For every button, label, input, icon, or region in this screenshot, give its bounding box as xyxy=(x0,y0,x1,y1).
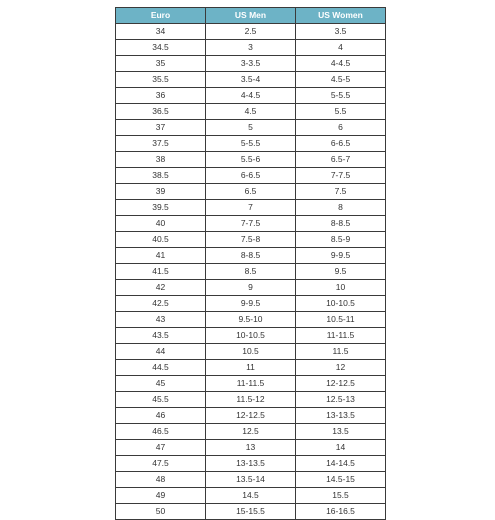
cell-us-men: 3-3.5 xyxy=(206,56,296,72)
table-row xyxy=(116,312,386,328)
cell-us-men: 13-13.5 xyxy=(206,456,296,472)
cell-euro: 40.5 xyxy=(116,232,206,248)
cell-us-women: 7-7.5 xyxy=(296,168,386,184)
cell-us-men: 13 xyxy=(206,440,296,456)
cell-us-women: 12 xyxy=(296,360,386,376)
cell-us-women: 12.5-13 xyxy=(296,392,386,408)
cell-euro: 49 xyxy=(116,488,206,504)
table-row xyxy=(116,280,386,296)
cell-us-men: 6-6.5 xyxy=(206,168,296,184)
cell-euro: 43 xyxy=(116,312,206,328)
table-row xyxy=(116,248,386,264)
cell-us-women: 7.5 xyxy=(296,184,386,200)
table-row xyxy=(116,200,386,216)
cell-us-men: 9.5-10 xyxy=(206,312,296,328)
table-row xyxy=(116,424,386,440)
cell-euro: 37.5 xyxy=(116,136,206,152)
table-row xyxy=(116,232,386,248)
cell-us-women: 9.5 xyxy=(296,264,386,280)
table-row xyxy=(116,344,386,360)
cell-us-men: 8.5 xyxy=(206,264,296,280)
cell-us-women: 14 xyxy=(296,440,386,456)
cell-euro: 50 xyxy=(116,504,206,520)
cell-us-women: 15.5 xyxy=(296,488,386,504)
cell-euro: 34.5 xyxy=(116,40,206,56)
cell-us-women: 13.5 xyxy=(296,424,386,440)
size-chart-body xyxy=(116,24,386,520)
cell-us-men: 2.5 xyxy=(206,24,296,40)
header-us-men: US Men xyxy=(206,8,296,24)
cell-us-men: 4.5 xyxy=(206,104,296,120)
cell-us-women: 5-5.5 xyxy=(296,88,386,104)
table-row xyxy=(116,184,386,200)
cell-us-women: 11-11.5 xyxy=(296,328,386,344)
cell-us-women: 13-13.5 xyxy=(296,408,386,424)
cell-us-men: 14.5 xyxy=(206,488,296,504)
table-row xyxy=(116,264,386,280)
cell-euro: 42.5 xyxy=(116,296,206,312)
table-row xyxy=(116,40,386,56)
cell-euro: 39.5 xyxy=(116,200,206,216)
table-row xyxy=(116,392,386,408)
cell-us-men: 10.5 xyxy=(206,344,296,360)
cell-us-men: 3.5-4 xyxy=(206,72,296,88)
cell-us-men: 7-7.5 xyxy=(206,216,296,232)
cell-euro: 39 xyxy=(116,184,206,200)
cell-us-men: 6.5 xyxy=(206,184,296,200)
table-row xyxy=(116,136,386,152)
cell-euro: 47 xyxy=(116,440,206,456)
cell-us-women: 14.5-15 xyxy=(296,472,386,488)
cell-us-women: 6-6.5 xyxy=(296,136,386,152)
table-row xyxy=(116,152,386,168)
table-row xyxy=(116,488,386,504)
cell-euro: 44 xyxy=(116,344,206,360)
cell-us-women: 6.5-7 xyxy=(296,152,386,168)
cell-us-men: 5 xyxy=(206,120,296,136)
cell-us-men: 4-4.5 xyxy=(206,88,296,104)
cell-us-women: 6 xyxy=(296,120,386,136)
table-row xyxy=(116,456,386,472)
size-chart-table xyxy=(115,7,386,520)
cell-us-men: 3 xyxy=(206,40,296,56)
cell-us-women: 10-10.5 xyxy=(296,296,386,312)
cell-euro: 41.5 xyxy=(116,264,206,280)
cell-us-women: 10.5-11 xyxy=(296,312,386,328)
cell-euro: 45.5 xyxy=(116,392,206,408)
cell-us-men: 15-15.5 xyxy=(206,504,296,520)
cell-euro: 45 xyxy=(116,376,206,392)
table-row xyxy=(116,328,386,344)
header-euro: Euro xyxy=(116,8,206,24)
cell-us-women: 8 xyxy=(296,200,386,216)
cell-euro: 38 xyxy=(116,152,206,168)
table-row xyxy=(116,104,386,120)
cell-us-women: 14-14.5 xyxy=(296,456,386,472)
cell-us-men: 9 xyxy=(206,280,296,296)
table-row xyxy=(116,88,386,104)
table-row xyxy=(116,472,386,488)
cell-us-women: 12-12.5 xyxy=(296,376,386,392)
size-chart-header xyxy=(116,8,386,24)
cell-us-men: 8-8.5 xyxy=(206,248,296,264)
cell-us-men: 5.5-6 xyxy=(206,152,296,168)
cell-us-women: 4.5-5 xyxy=(296,72,386,88)
table-row xyxy=(116,504,386,520)
cell-us-men: 7.5-8 xyxy=(206,232,296,248)
cell-us-women: 9-9.5 xyxy=(296,248,386,264)
cell-us-women: 3.5 xyxy=(296,24,386,40)
cell-us-men: 5-5.5 xyxy=(206,136,296,152)
cell-euro: 40 xyxy=(116,216,206,232)
cell-us-men: 13.5-14 xyxy=(206,472,296,488)
cell-us-men: 11.5-12 xyxy=(206,392,296,408)
cell-us-men: 12.5 xyxy=(206,424,296,440)
table-row xyxy=(116,120,386,136)
cell-euro: 35.5 xyxy=(116,72,206,88)
table-row xyxy=(116,216,386,232)
table-row xyxy=(116,408,386,424)
cell-euro: 46 xyxy=(116,408,206,424)
cell-euro: 46.5 xyxy=(116,424,206,440)
cell-us-women: 5.5 xyxy=(296,104,386,120)
cell-us-women: 16-16.5 xyxy=(296,504,386,520)
cell-euro: 42 xyxy=(116,280,206,296)
cell-us-women: 8.5-9 xyxy=(296,232,386,248)
cell-us-men: 11 xyxy=(206,360,296,376)
table-row xyxy=(116,72,386,88)
cell-euro: 48 xyxy=(116,472,206,488)
cell-euro: 43.5 xyxy=(116,328,206,344)
cell-us-men: 12-12.5 xyxy=(206,408,296,424)
cell-us-women: 11.5 xyxy=(296,344,386,360)
cell-euro: 38.5 xyxy=(116,168,206,184)
cell-us-men: 9-9.5 xyxy=(206,296,296,312)
table-row xyxy=(116,360,386,376)
cell-euro: 41 xyxy=(116,248,206,264)
cell-euro: 36 xyxy=(116,88,206,104)
cell-us-men: 11-11.5 xyxy=(206,376,296,392)
cell-us-women: 10 xyxy=(296,280,386,296)
cell-us-men: 7 xyxy=(206,200,296,216)
cell-euro: 34 xyxy=(116,24,206,40)
table-row xyxy=(116,440,386,456)
cell-euro: 35 xyxy=(116,56,206,72)
header-row xyxy=(116,8,386,24)
table-row xyxy=(116,168,386,184)
table-row xyxy=(116,376,386,392)
cell-euro: 44.5 xyxy=(116,360,206,376)
cell-us-men: 10-10.5 xyxy=(206,328,296,344)
cell-euro: 36.5 xyxy=(116,104,206,120)
table-row xyxy=(116,296,386,312)
cell-us-women: 8-8.5 xyxy=(296,216,386,232)
table-row xyxy=(116,24,386,40)
cell-us-women: 4 xyxy=(296,40,386,56)
cell-euro: 47.5 xyxy=(116,456,206,472)
header-us-women: US Women xyxy=(296,8,386,24)
cell-euro: 37 xyxy=(116,120,206,136)
cell-us-women: 4-4.5 xyxy=(296,56,386,72)
table-row xyxy=(116,56,386,72)
